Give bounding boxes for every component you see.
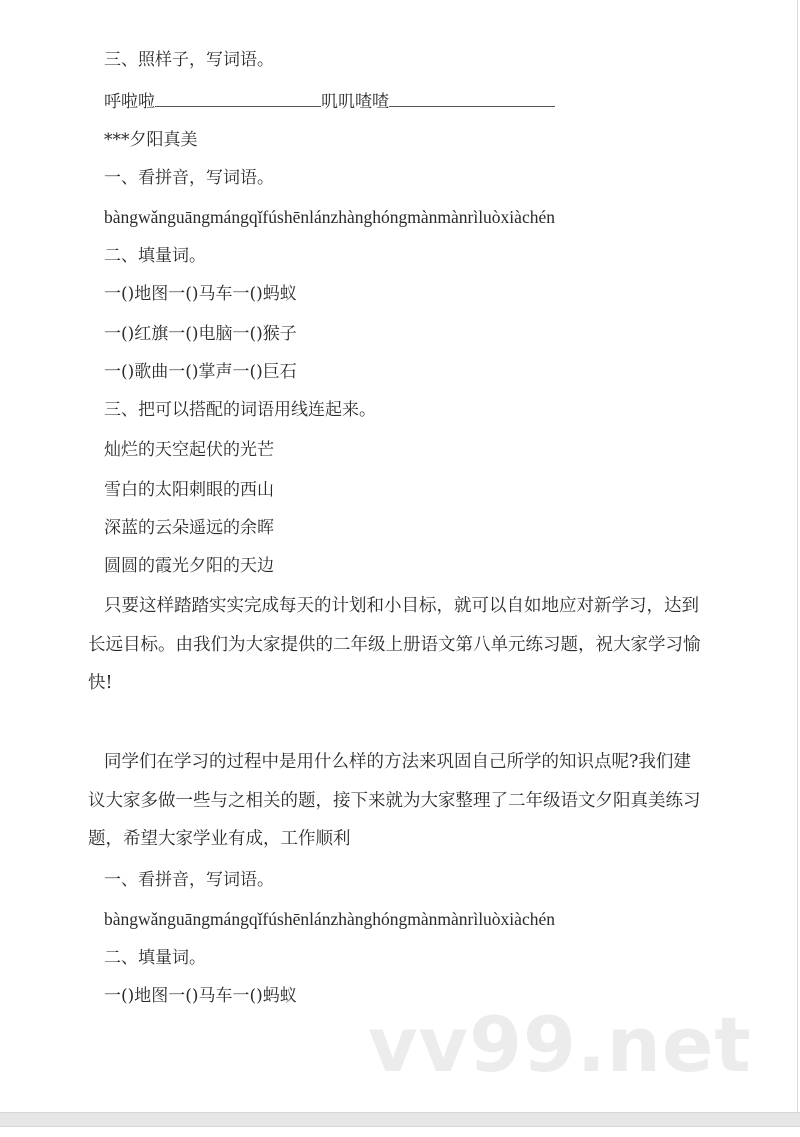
answer-blank-1[interactable]: [155, 88, 321, 107]
pinyin-line: bàngwǎnguāngmángqǐfúshēnlánzhànghóngmànmànrìluòxiàchén: [104, 207, 555, 227]
matching-line: 深蓝的云朵遥远的余晖: [104, 518, 274, 538]
example-a: 呼啦啦: [104, 92, 155, 112]
section-title: ***夕阳真美: [104, 130, 198, 150]
closing-paragraph: 只要这样踏踏实实完成每天的计划和小目标，就可以自如地应对新学习，达到长远目标。由我们为大家提供的二年级上册语文第八单元练习题，祝大家学习愉快!: [88, 596, 701, 693]
heading-pinyin: 一、看拼音，写词语。: [104, 168, 274, 188]
watermark: vv99.net: [368, 1000, 752, 1089]
measure-word-line: 一()歌曲一()掌声一()巨石: [104, 362, 297, 382]
matching-line: 灿烂的天空起伏的光芒: [104, 440, 274, 460]
measure-word-line: 一()红旗一()电脑一()猴子: [104, 324, 297, 344]
heading-measure-words: 二、填量词。: [104, 246, 206, 266]
heading-imitate: 三、照样子，写词语。: [104, 50, 274, 70]
heading-measure-words: 二、填量词。: [104, 948, 206, 968]
heading-matching: 三、把可以搭配的词语用线连起来。: [104, 400, 376, 420]
example-b: 叽叽喳喳: [321, 92, 389, 112]
matching-line: 圆圆的霞光夕阳的天边: [104, 556, 274, 576]
example-line: [104, 88, 555, 114]
answer-blank-2[interactable]: [389, 88, 555, 107]
pinyin-line: bàngwǎnguāngmángqǐfúshēnlánzhànghóngmànmànrìluòxiàchén: [104, 909, 555, 929]
measure-word-line: 一()地图一()马车一()蚂蚁: [104, 284, 297, 304]
page-separator: [0, 1112, 800, 1127]
heading-pinyin: 一、看拼音，写词语。: [104, 870, 274, 890]
intro-paragraph: 同学们在学习的过程中是用什么样的方法来巩固自己所学的知识点呢?我们建议大家多做一些与之相关的题，接下来就为大家整理了二年级语文夕阳真美练习题，希望大家学业有成，工作顺利: [88, 752, 701, 849]
matching-line: 雪白的太阳刺眼的西山: [104, 480, 274, 500]
measure-word-line: 一()地图一()马车一()蚂蚁: [104, 986, 297, 1006]
